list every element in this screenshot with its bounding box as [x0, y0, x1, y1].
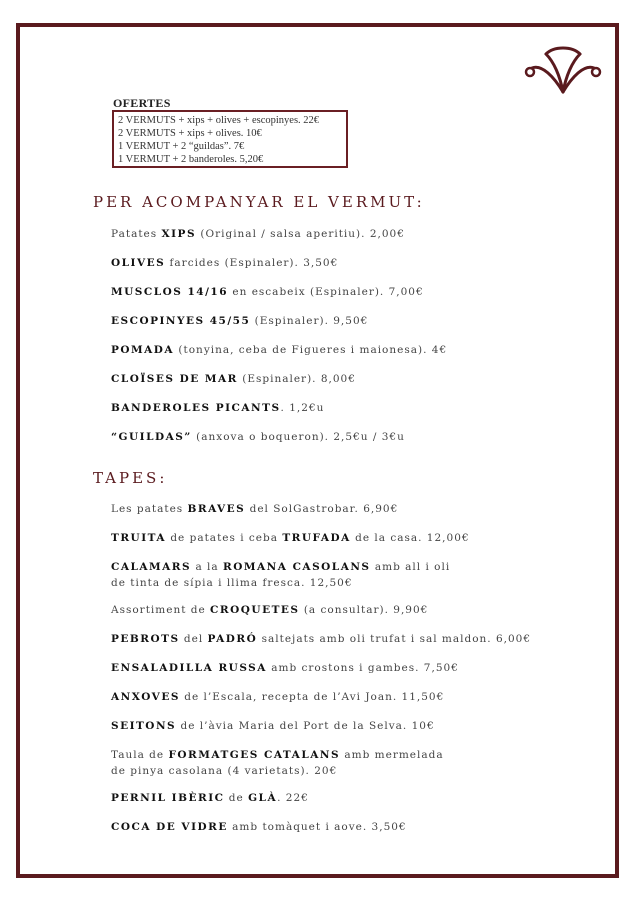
menu-item: BANDEROLES PICANTS. 1,2€u [111, 402, 325, 414]
jester-hat-icon [524, 42, 602, 98]
menu-item: Assortiment de CROQUETES (a consultar). 9,90€ [111, 604, 429, 616]
menu-item: ANXOVES de l’Escala, recepta de l’Avi Joan. 11,50€ [111, 691, 445, 703]
offers-box [112, 110, 348, 168]
menu-item: SEITONS de l’àvia Maria del Port de la Selva. 10€ [111, 720, 435, 732]
section-title-vermut: PER ACOMPANYAR EL VERMUT: [93, 193, 425, 211]
section-title-tapes: TAPES: [93, 469, 168, 487]
menu-item: CLOÏSES DE MAR (Espinaler). 8,00€ [111, 373, 356, 385]
menu-item: PERNIL IBÈRIC de GLÀ. 22€ [111, 792, 309, 804]
menu-item: TRUITA de patates i ceba TRUFADA de la casa. 12,00€ [111, 532, 470, 544]
menu-item: Les patates BRAVES del SolGastrobar. 6,90€ [111, 503, 399, 515]
menu-item: “GUILDAS” (anxova o boqueron). 2,5€u / 3€u [111, 431, 405, 443]
offer-line: 1 VERMUT + 2 banderoles. 5,20€ [118, 154, 264, 165]
offer-line: 2 VERMUTS + xips + olives + escopinyes. 22€ [118, 115, 320, 126]
menu-item: Patates XIPS (Original / salsa aperitiu). 2,00€ [111, 228, 405, 240]
menu-item: PEBROTS del PADRÓ saltejats amb oli trufat i sal maldon. 6,00€ [111, 633, 532, 645]
menu-item: ESCOPINYES 45/55 (Espinaler). 9,50€ [111, 315, 369, 327]
menu-item: Taula de FORMATGES CATALANS amb mermelada de pinya casolana (4 varietats). 20€ [111, 749, 444, 777]
offers-title: OFERTES [113, 96, 171, 110]
menu-item: CALAMARS a la ROMANA CASOLANS amb all i oli de tinta de sípia i llima fresca. 12,50€ [111, 561, 451, 589]
menu-item: OLIVES farcides (Espinaler). 3,50€ [111, 257, 339, 269]
menu-item: COCA DE VIDRE amb tomàquet i aove. 3,50€ [111, 821, 407, 833]
offer-line: 2 VERMUTS + xips + olives. 10€ [118, 128, 262, 139]
menu-item: MUSCLOS 14/16 en escabeix (Espinaler). 7,00€ [111, 286, 424, 298]
menu-item: POMADA (tonyina, ceba de Figueres i maionesa). 4€ [111, 344, 448, 356]
menu-item: ENSALADILLA RUSSA amb crostons i gambes. 7,50€ [111, 662, 459, 674]
offer-line: 1 VERMUT + 2 “guildas”. 7€ [118, 141, 245, 152]
